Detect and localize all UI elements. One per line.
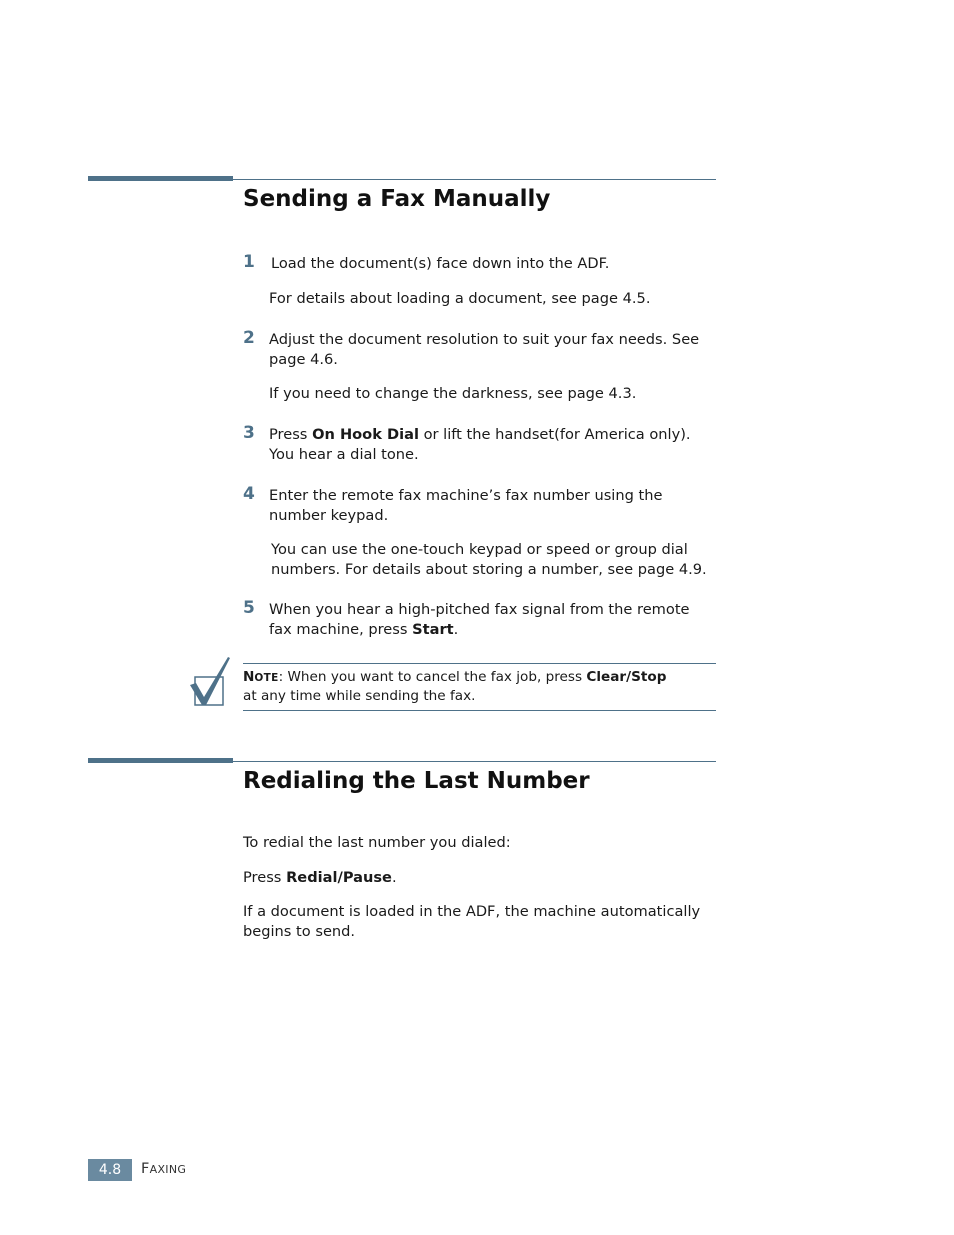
step-subtext-line: numbers. For details about storing a number, see page 4.9. xyxy=(271,560,707,578)
step-text-line: Adjust the document resolution to suit your fax needs. See xyxy=(269,331,700,348)
note-text xyxy=(243,669,666,705)
step-text xyxy=(269,486,662,525)
paragraph xyxy=(243,902,700,941)
step-number: 5 xyxy=(243,598,255,618)
step-number: 3 xyxy=(243,423,255,443)
key-name: On Hook Dial xyxy=(312,426,419,443)
key-name: Redial/Pause xyxy=(286,869,392,886)
step-text: Load the document(s) face down into the ADF. xyxy=(271,255,610,272)
note-label: N xyxy=(243,669,255,685)
step-subtext xyxy=(271,540,707,579)
key-name: Clear/Stop xyxy=(586,669,667,685)
section-rule-thin xyxy=(233,179,716,180)
step-text-line: number keypad. xyxy=(269,506,389,524)
step-subtext-line: You can use the one-touch keypad or speed or group dial xyxy=(271,541,688,558)
step-subtext: For details about loading a document, see page 4.5. xyxy=(269,290,651,307)
step-number: 2 xyxy=(243,328,255,348)
chapter-name: FAXING xyxy=(141,1161,187,1177)
note-label: OTE xyxy=(254,672,279,684)
section-rule-thin xyxy=(233,761,716,762)
step-text xyxy=(269,330,699,369)
checkmark-note-icon xyxy=(188,655,232,709)
step-text-line: Enter the remote fax machine’s fax number using the xyxy=(269,487,663,504)
step-number: 4 xyxy=(243,484,255,504)
section-rule-thick xyxy=(88,176,233,181)
note-rule-bottom xyxy=(243,710,716,711)
step-text-line: page 4.6. xyxy=(269,350,338,368)
note-line: NOTE: When you want to cancel the fax job, press Clear/Stop xyxy=(243,669,667,685)
step-text-line: You hear a dial tone. xyxy=(269,445,419,463)
section-rule-thick xyxy=(88,758,233,763)
step-text-line: Press On Hook Dial or lift the handset(for America only). xyxy=(269,426,691,443)
paragraph-line: If a document is loaded in the ADF, the machine automatically xyxy=(243,903,701,920)
note-line: at any time while sending the fax. xyxy=(243,687,476,704)
step-subtext: If you need to change the darkness, see page 4.3. xyxy=(269,385,637,402)
key-name: Start xyxy=(412,620,454,638)
paragraph: To redial the last number you dialed: xyxy=(243,834,511,851)
note-rule-top xyxy=(243,663,716,664)
step-text xyxy=(269,425,691,464)
section-title: Sending a Fax Manually xyxy=(243,186,551,212)
step-text-line: When you hear a high-pitched fax signal from the remote xyxy=(269,601,690,618)
section-title: Redialing the Last Number xyxy=(243,768,590,794)
step-text-line: fax machine, press Start. xyxy=(269,620,459,638)
step-number: 1 xyxy=(243,252,255,272)
paragraph-line: begins to send. xyxy=(243,922,356,940)
page-number: 4.8 xyxy=(88,1159,132,1181)
paragraph: Press Redial/Pause. xyxy=(243,869,397,886)
step-text xyxy=(269,600,690,639)
